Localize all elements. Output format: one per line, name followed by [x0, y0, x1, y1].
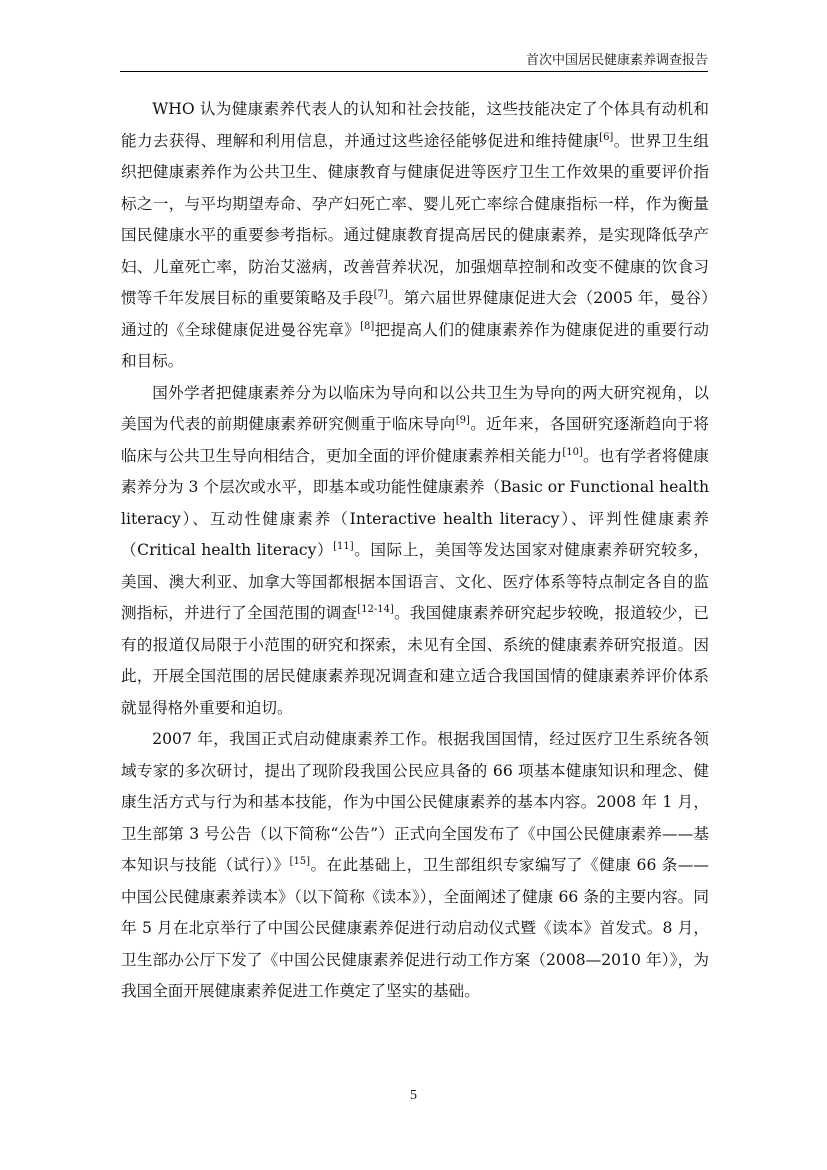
citation-ref: [9]	[455, 415, 470, 426]
paragraph-who-definition	[121, 94, 709, 378]
text-segment: WHO 认为健康素养代表人的认知和社会技能，这些技能决定了个体具有动机和能力去获得、理解和利用信息，并通过这些途径能够促进和维持健康	[121, 100, 709, 150]
citation-ref: [6]	[599, 131, 614, 143]
text-segment: 。也有学者将健康素养分为 3 个层次或水平，即基本或功能性健康素养（Basic or Functional health literacy）、互动性健康素养（Interactive health literacy）、评判性健康素养（Critical health literacy）	[121, 446, 709, 559]
citation-ref: [10]	[562, 446, 583, 458]
paragraph-china-2007	[121, 724, 709, 1008]
text-segment: 。世界卫生组织把健康素养作为公共卫生、健康教育与健康促进等医疗卫生工作效果的重要评价指标之一，与平均期望寿命、孕产妇死亡率、婴儿死亡率综合健康指标一样，作为衡量国民健康水平的重要参考指标。通过健康教育提高居民的健康素养，是实现降低孕产妇、儿童死亡率，防治艾滋病，改善营养状况，加强烟草控制和改变不健康的饮食习惯等千年发展目标的重要策略及手段	[121, 131, 709, 307]
running-header	[120, 40, 708, 72]
text-segment: 。我国健康素养研究起步较晚，报道较少，已有的报道仅局限于小范围的研究和探索，未见有全国、系统的健康素养研究报道。因此，开展全国范围的居民健康素养现况调查和建立适合我国国情的健康素养评价体系就显得格外重要和迫切。	[121, 604, 709, 717]
citation-ref: [7]	[373, 289, 388, 300]
page-number: 5	[410, 1088, 417, 1103]
text-segment: 。在此基础上，卫生部组织专家编写了《健康 66 条——中国公民健康素养读本》（以下简称《读本》），全面阐述了健康 66 条的主要内容。同年 5 月在北京举行了中国公民健康素养促进行动启动仪式暨《读本》首发式。8 月，卫生部办公厅下发了《中国公民健康素养促进行动工作方案（2008—2010 年）》，为我国全面开展健康素养促进工作奠定了坚实的基础。	[121, 856, 709, 1000]
citation-ref: [11]	[333, 541, 354, 552]
body-text	[121, 94, 709, 1008]
text-segment: 把提高人们的健康素养作为健康促进的重要行动和目标。	[121, 320, 709, 370]
text-segment: 2007 年，我国正式启动健康素养工作。根据我国国情，经过医疗卫生系统各领域专家的多次研讨，提出了现阶段我国公民应具备的 66 项基本健康知识和理念、健康生活方式与行为和基本技能，作为中国公民健康素养的基本内容。2008 年 1 月，卫生部第 3 号公告（以下简称“公告”）正式向全国发布了《中国公民健康素养——基本知识与技能（试行）》	[121, 730, 709, 874]
citation-ref: [15]	[289, 856, 311, 867]
text-segment: 。第六届世界健康促进大会（2005 年，曼谷）通过的《全球健康促进曼谷宪章》	[121, 289, 709, 339]
citation-ref: [8]	[360, 320, 375, 332]
text-segment: 。国际上，美国等发达国家对健康素养研究较多，美国、澳大利亚、加拿大等国都根据本国语言、文化、医疗体系等特点制定各自的监测指标，并进行了全国范围的调查	[121, 541, 709, 622]
citation-ref: [12-14]	[357, 604, 394, 615]
text-segment: 国外学者把健康素养分为以临床为导向和以公共卫生为导向的两大研究视角，以美国为代表的前期健康素养研究侧重于临床导向	[121, 383, 709, 433]
header-title: 首次中国居民健康素养调查报告	[525, 53, 708, 68]
paragraph-international-research	[121, 378, 709, 725]
text-segment: 。近年来，各国研究逐渐趋向于将临床与公共卫生导向相结合，更加全面的评价健康素养相关能力	[121, 415, 709, 465]
